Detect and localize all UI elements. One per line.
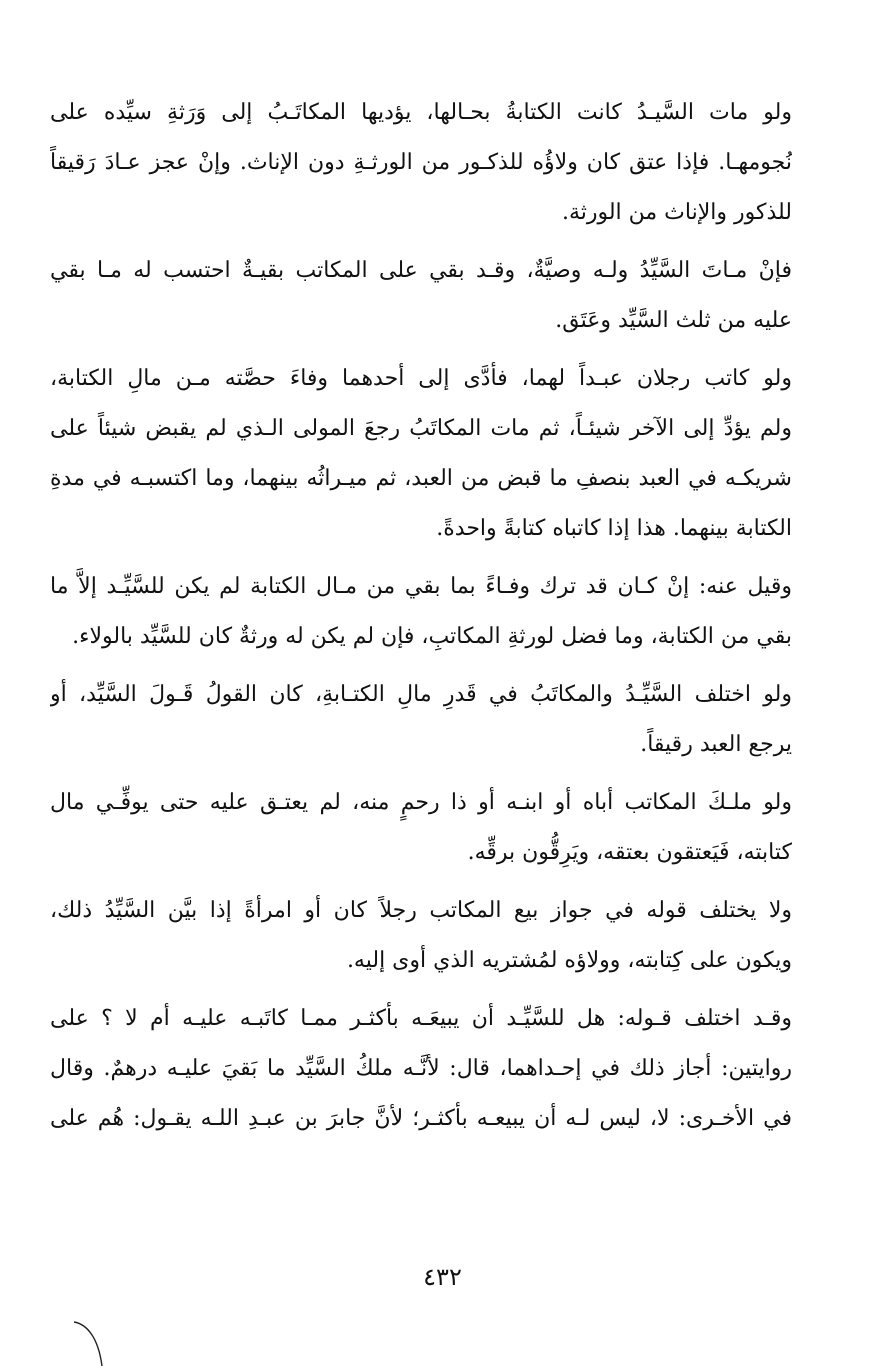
- text-line: ولا يختلف قوله في جواز بيع المكاتب رجلاً كان أو امرأةً إذا بيَّن السَّيِّدُ ذلك،: [50, 898, 792, 923]
- text-line: وقيل عنه: إنْ كـان قد ترك وفـاءً بما بقي من مـال الكتابة لم يكن للسَّيِّـد إلاَّ ما: [50, 574, 792, 599]
- text-line: شريكـه في العبد بنصفِ ما قبض من العبد، ثم ميـراثُه بينهما، وما اكتسبـه في مدةِ: [50, 466, 792, 491]
- text-line: كتابته، فَيَعتقون بعتقه، ويَرِقُّون برقِّه.: [467, 840, 792, 865]
- text-line: ولو ملـكَ المكاتب أباه أو ابنـه أو ذا رحمٍ منه، لم يعتـق عليه حتى يوفِّـي مال: [50, 790, 792, 815]
- text-line: في الأخـرى: لا، ليس لـه أن يبيعـه بأكثـر؛ لأنَّ جابرَ بن عبـدِ اللـه يقـول: هُم على: [50, 1106, 792, 1131]
- page-edge-mark: [72, 1318, 112, 1368]
- paragraph: [50, 562, 792, 662]
- text-line: وقـد اختلف قـوله: هل للسَّيِّـد أن يبيعَـه بأكثـر ممـا كاتَبـه عليـه أم لا ؟ على: [50, 1006, 792, 1031]
- text-line: للذكور والإناث من الورثة.: [561, 200, 792, 225]
- paragraph: [50, 670, 792, 770]
- text-line: روايتين: أجاز ذلك في إحـداهما، قال: لأنَّـه ملكُ السَّيِّد ما بَقيَ عليـه درهمٌ. وقال: [50, 1056, 792, 1081]
- text-line: ولو مات السَّيـدُ كانت الكتابةُ بحـالها، يؤديها المكاتَـبُ إلى وَرَثةِ سيِّده على: [50, 100, 792, 125]
- text-line: ويكون على كِتابته، وولاؤه لمُشتريه الذي أوى إليه.: [346, 948, 792, 973]
- text-line: ولو اختلف السَّيِّـدُ والمكاتَبُ في قَدرِ مالِ الكتـابةِ، كان القولُ قَـولَ السَّيِّد، أو: [50, 682, 792, 707]
- text-line: نُجومهـا. فإذا عتق كان ولاؤُه للذكـور من الورثـةِ دون الإناث. وإنْ عجز عـادَ رَقيقاً: [50, 150, 792, 175]
- paragraph: [50, 354, 792, 554]
- text-line: فإنْ مـاتَ السَّيِّدُ ولـه وصيَّةٌ، وقـد بقي على المكاتب بقيـةٌ احتسب له مـا بقي: [50, 258, 792, 283]
- text-line: الكتابة بينهما. هذا إذا كاتباه كتابةً واحدةً.: [436, 516, 792, 541]
- text-line: ولم يؤدِّ إلى الآخر شيئـاً، ثم مات المكاتَبُ رجعَ المولى الـذي لم يقبض شيئاً على: [50, 416, 792, 441]
- text-line: عليه من ثلث السَّيِّد وعَتَق.: [555, 308, 792, 333]
- page-body: [50, 88, 792, 1152]
- paragraph: [50, 246, 792, 346]
- paragraph: [50, 88, 792, 238]
- text-line: يرجع العبد رقيقاً.: [640, 732, 792, 757]
- paragraph: [50, 886, 792, 986]
- page-number: ٤٣٢: [423, 1263, 462, 1291]
- paragraph: [50, 778, 792, 878]
- text-line: ولو كاتب رجلان عبـداً لهما، فأدَّى إلى أحدهما وفاءَ حصَّته مـن مالِ الكتابة،: [50, 366, 792, 391]
- paragraph: [50, 994, 792, 1144]
- text-line: بقي من الكتابة، وما فضل لورثةِ المكاتبِ، فإن لم يكن له ورثةٌ كان للسَّيِّد بالولاء.: [72, 624, 792, 649]
